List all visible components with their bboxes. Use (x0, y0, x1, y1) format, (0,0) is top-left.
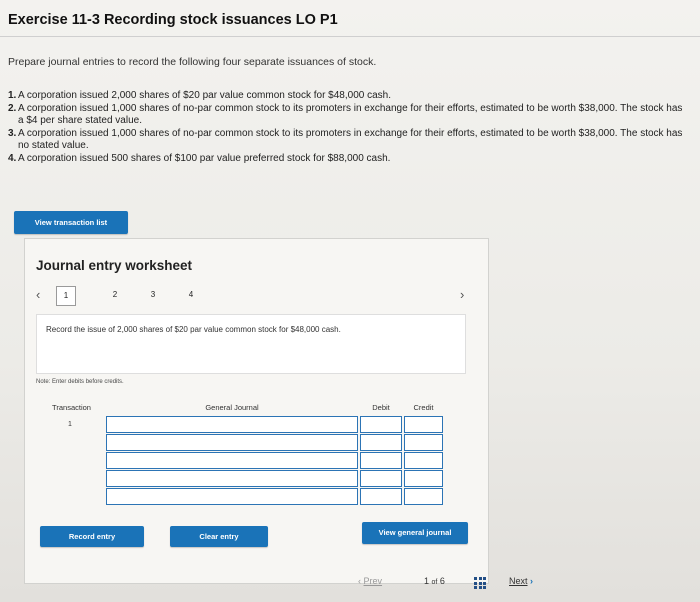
transaction-description: Record the issue of 2,000 shares of $20 par value common stock for $48,000 cash. (46, 325, 341, 334)
general-journal-cell[interactable] (106, 470, 358, 487)
instructions: Prepare journal entries to record the following four separate issuances of stock. (8, 56, 377, 68)
next-button[interactable] (509, 576, 533, 586)
worksheet-tabs (36, 286, 482, 306)
credit-cell[interactable] (404, 470, 443, 487)
tab-1[interactable]: 1 (56, 286, 76, 306)
journal-entry-table (40, 400, 443, 500)
page-indicator (424, 576, 445, 586)
column-header-general-journal: General Journal (205, 403, 259, 412)
grid-icon[interactable] (474, 577, 486, 589)
column-header-transaction: Transaction (52, 403, 91, 412)
column-header-debit: Debit (372, 403, 390, 412)
page-current: 1 (424, 576, 430, 586)
title-divider (0, 36, 700, 37)
chevron-left-icon: ‹ (358, 576, 361, 586)
issuance-list (8, 90, 688, 166)
list-item (8, 128, 688, 153)
item-number: 1. (8, 90, 17, 101)
credit-cell[interactable] (404, 434, 443, 451)
view-general-journal-button[interactable]: View general journal (362, 522, 468, 544)
debit-cell[interactable] (360, 416, 402, 433)
tab-4[interactable]: 4 (188, 290, 194, 299)
entry-note: Note: Enter debits before credits. (36, 379, 124, 385)
credit-cell[interactable] (404, 452, 443, 469)
item-text: A corporation issued 1,000 shares of no-par common stock to its promoters in exchange for their efforts, estimated to be worth $38,000. The stock has no stated value. (18, 127, 683, 152)
worksheet-title: Journal entry worksheet (36, 258, 193, 273)
debit-cell[interactable] (360, 452, 402, 469)
item-text: A corporation issued 500 shares of $100 par value preferred stock for $88,000 cash. (18, 152, 391, 164)
page-total: 6 (439, 576, 445, 586)
tab-3[interactable]: 3 (150, 290, 156, 299)
list-item (8, 90, 688, 103)
list-item (8, 103, 688, 128)
transaction-description-box (36, 314, 466, 374)
page-of: of (431, 579, 438, 586)
chevron-right-icon[interactable]: › (460, 287, 465, 302)
clear-entry-button[interactable]: Clear entry (170, 526, 268, 547)
transaction-number: 1 (68, 421, 72, 428)
tab-2[interactable]: 2 (112, 290, 118, 299)
debit-cell[interactable] (360, 434, 402, 451)
item-text: A corporation issued 1,000 shares of no-par common stock to its promoters in exchange for their efforts, estimated to be worth $38,000. The stock has a $4 per share stated value. (18, 102, 683, 127)
item-text: A corporation issued 2,000 shares of $20 par value common stock for $48,000 cash. (18, 90, 391, 101)
general-journal-cell[interactable] (106, 452, 358, 469)
view-transaction-list-button[interactable]: View transaction list (14, 211, 128, 234)
chevron-right-icon: › (530, 576, 534, 586)
general-journal-cell[interactable] (106, 488, 358, 505)
item-number: 3. (8, 127, 17, 139)
item-number: 4. (8, 152, 17, 164)
list-item (8, 153, 688, 166)
credit-cell[interactable] (404, 416, 443, 433)
exercise-title: Exercise 11-3 Recording stock issuances LO P1 (8, 12, 338, 28)
next-label: Next (509, 576, 528, 586)
debit-cell[interactable] (360, 470, 402, 487)
general-journal-cell[interactable] (106, 416, 358, 433)
credit-cell[interactable] (404, 488, 443, 505)
prev-label: Prev (363, 576, 383, 586)
item-number: 2. (8, 102, 17, 114)
prev-button[interactable] (358, 576, 382, 586)
debit-cell[interactable] (360, 488, 402, 505)
chevron-left-icon[interactable]: ‹ (36, 287, 41, 302)
column-header-credit: Credit (413, 403, 434, 412)
record-entry-button[interactable]: Record entry (40, 526, 144, 547)
general-journal-cell[interactable] (106, 434, 358, 451)
